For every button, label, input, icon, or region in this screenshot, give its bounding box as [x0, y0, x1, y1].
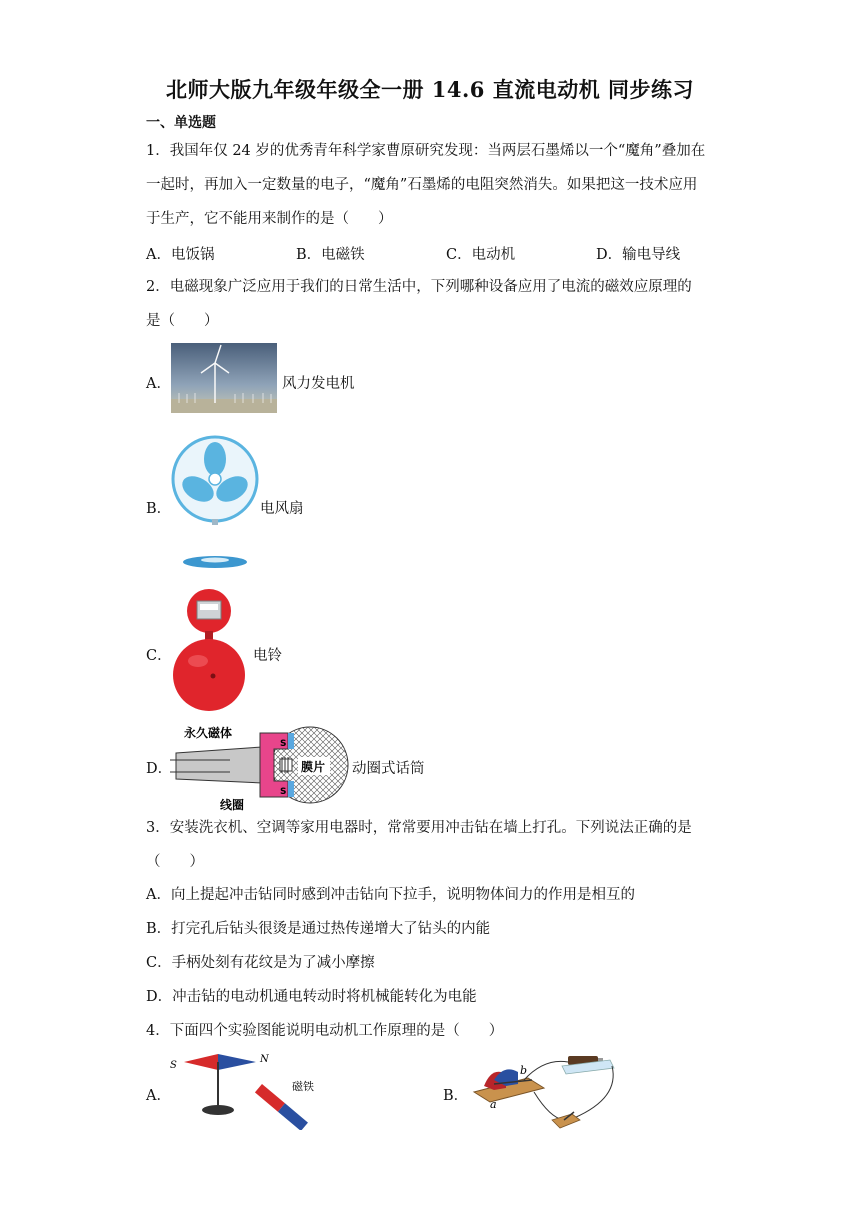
q1-line-1: 1．我国年仅 24 岁的优秀青年科学家曹原研究发现：当两层石墨烯以一个“魔角”叠加在: [146, 143, 706, 159]
q1-option-c: C．电动机: [446, 247, 516, 263]
mic-label-magnet: 永久磁体: [184, 726, 233, 740]
electric-bell-image: [170, 585, 248, 711]
mic-label-diaphragm: 膜片: [301, 760, 326, 774]
mic-label-s-top: S: [280, 739, 287, 749]
page-title: 北师大版九年级年级全一册 14.6 直流电动机 同步练习: [165, 77, 695, 102]
q1-line-3: 于生产，它不能用来制作的是（ ）: [146, 211, 393, 227]
wind-turbine-image: [171, 343, 277, 413]
compass-label-n: N: [260, 1054, 269, 1065]
q2-option-d-caption: 动圈式话筒: [352, 761, 425, 777]
q1-option-d: D．输电导线: [596, 247, 681, 263]
q4-option-b-letter: B．: [443, 1088, 469, 1104]
magnet-label: 磁铁: [292, 1080, 314, 1093]
q3-option-d: D．冲击钻的电动机通电转动时将机械能转化为电能: [146, 989, 477, 1005]
circuit-experiment-image: [464, 1048, 624, 1132]
q4-line-1: 4．下面四个实验图能说明电动机工作原理的是（ ）: [146, 1023, 504, 1039]
q2-option-d-letter: D．: [146, 761, 173, 777]
compass-needle-magnet-image: [166, 1050, 326, 1130]
mic-label-coil: 线圈: [220, 798, 245, 812]
mic-label-s-bottom: S: [280, 787, 287, 797]
compass-label-s: S: [170, 1060, 177, 1071]
q2-option-a-caption: 风力发电机: [282, 376, 355, 392]
q2-option-b-caption: 电风扇: [260, 501, 304, 517]
q1-option-a: A．电饭锅: [146, 247, 215, 263]
q3-option-a: A．向上提起冲击钻同时感到冲击钻向下拉手，说明物体间力的作用是相互的: [146, 887, 635, 903]
q2-option-c-letter: C．: [146, 648, 172, 664]
section-heading: 一、单选题: [146, 115, 216, 131]
q3-option-c: C．手柄处刻有花纹是为了减小摩擦: [146, 955, 375, 971]
circuit-label-b: b: [520, 1064, 528, 1077]
q2-option-a-letter: A．: [146, 376, 171, 392]
q1-line-2: 一起时，再加入一定数量的电子，“魔角”石墨烯的电阻突然消失。如果把这一技术应用: [146, 177, 698, 193]
q1-option-b: B．电磁铁: [296, 247, 365, 263]
circuit-label-a: a: [490, 1098, 497, 1111]
microphone-diagram: [170, 721, 350, 813]
q4-option-a-letter: A．: [146, 1088, 171, 1104]
q2-option-b-letter: B．: [146, 501, 172, 517]
electric-fan-image: [170, 433, 260, 573]
q2-line-2: 是（ ）: [146, 313, 219, 329]
q3-line-1: 3．安装洗衣机、空调等家用电器时，常常要用冲击钻在墙上打孔。下列说法正确的是: [146, 820, 692, 836]
q3-line-2: （ ）: [146, 854, 204, 870]
q3-option-b: B．打完孔后钻头很烫是通过热传递增大了钻头的内能: [146, 921, 491, 937]
q2-option-c-caption: 电铃: [253, 648, 282, 664]
q2-line-1: 2．电磁现象广泛应用于我们的日常生活中，下列哪种设备应用了电流的磁效应原理的: [146, 279, 692, 295]
